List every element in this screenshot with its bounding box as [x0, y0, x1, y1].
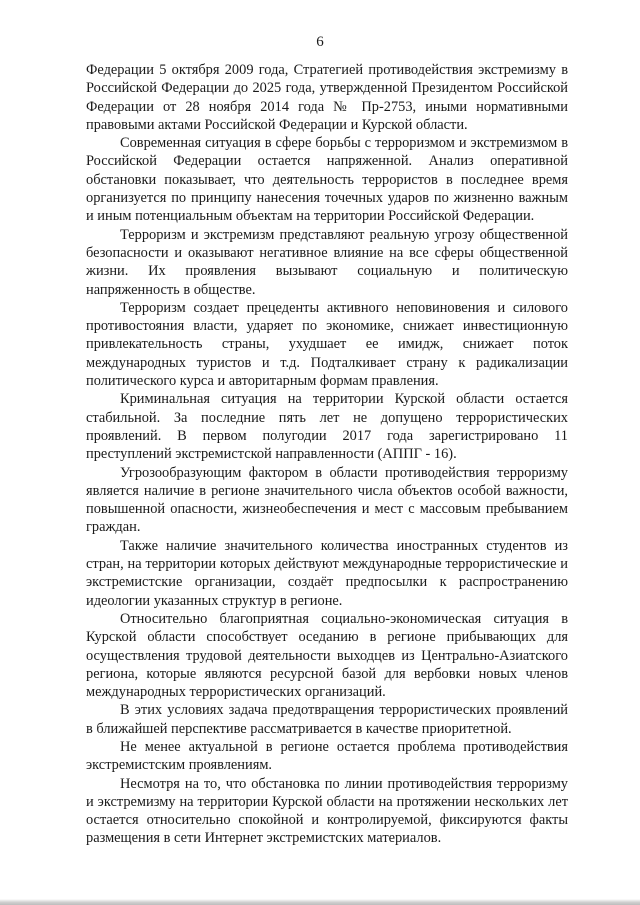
page-bottom-edge	[0, 899, 640, 905]
paragraph-4: Терроризм создает прецеденты активного неповиновения и силового противостояния власти, ударяет по экономике, снижает инвестиционную привлекательность страны, ухудшает ее имидж, снижает поток международных туристов и т.д. Подталкивает страну к радикализации политического курса и авторитарным формам правления.	[86, 299, 568, 390]
paragraph-7: Также наличие значительного количества иностранных студентов из стран, на территории которых действуют международные террористические и экстремистские организации, создаёт предпосылки к распространению идеологии указанных структур в регионе.	[86, 537, 568, 609]
paragraph-2: Современная ситуация в сфере борьбы с терроризмом и экстремизмом в Российской Федерации остается напряженной. Анализ оперативной обстановки показывает, что деятельность террористов в последнее время организуется по принципу нанесения точечных ударов по жизненно важным и иным потенциальным объектам на территории Российской Федерации.	[86, 135, 568, 225]
document-body	[86, 61, 568, 848]
paragraph-6: Угрозообразующим фактором в области противодействия терроризму является наличие в регионе значительного числа объектов особой важности, повышенной опасности, жизнеобеспечения и мест с массовым пребыванием граждан.	[86, 464, 568, 536]
paragraph-5: Криминальная ситуация на территории Курской области остается стабильной. За последние пять лет не допущено террористических проявлений. В первом полугодии 2017 года зарегистрировано 11 преступлений экстремистской направленности (АППГ - 16).	[86, 391, 568, 463]
paragraph-10: Не менее актуальной в регионе остается проблема противодействия экстремистским проявлениям.	[86, 738, 568, 774]
paragraph-8: Относительно благоприятная социально-экономическая ситуация в Курской области способствует оседанию в регионе прибывающих для осуществления трудовой деятельности выходцев из Центрально-Азиатского региона, которые являются ресурсной базой для вербовки новых членов международных террористических организаций.	[86, 610, 568, 701]
page-number: 6	[316, 34, 324, 50]
paragraph-3: Терроризм и экстремизм представляют реальную угрозу общественной безопасности и оказывают негативное влияние на все сферы общественной жизни. Их проявления вызывают социальную и политическую напряженность в обществе.	[86, 226, 568, 298]
paragraph-9: В этих условиях задача предотвращения террористических проявлений в ближайшей перспективе рассматривается в качестве приоритетной.	[86, 702, 568, 737]
paragraph-1: Федерации 5 октября 2009 года, Стратегией противодействия экстремизму в Российской Федерации до 2025 года, утвержденной Президентом Российской Федерации от 28 ноября 2014 года № Пр-2753, иными нормативными правовыми актами Российской Федерации и Курской области.	[86, 62, 568, 133]
paragraph-11: Несмотря на то, что обстановка по линии противодействия терроризму и экстремизму на территории Курской области на протяжении нескольких лет остается относительно спокойной и контролируемой, фиксируются факты размещения в сети Интернет экстремистских материалов.	[86, 775, 568, 847]
